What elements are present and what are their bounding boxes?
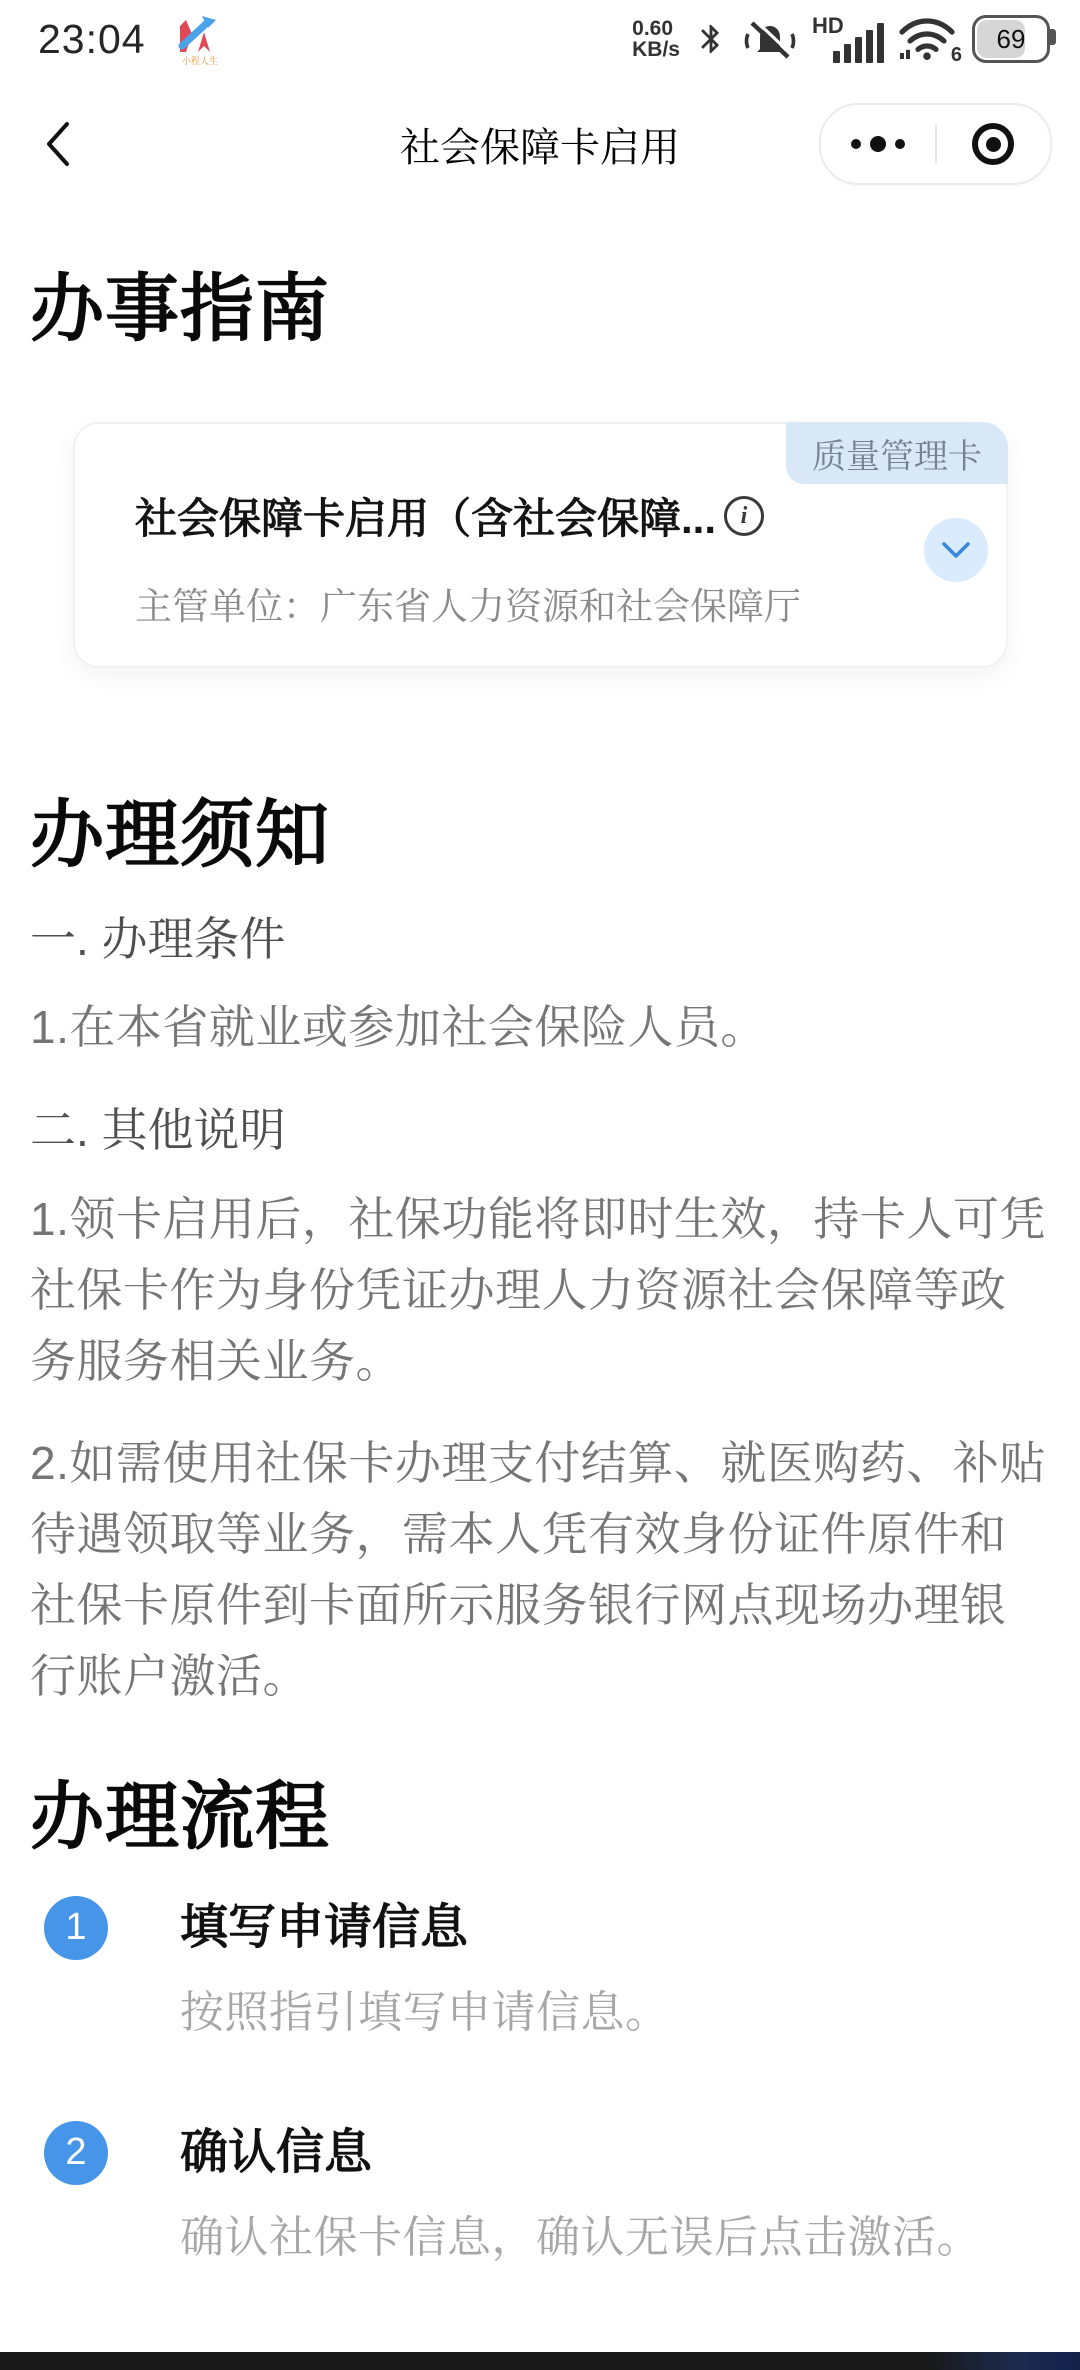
notice-heading: 办理须知: [30, 793, 330, 876]
miniprogram-capsule: [819, 103, 1052, 185]
notice-paragraph: 1.在本省就业或参加社会保险人员。: [30, 1001, 767, 1054]
card-type-badge: 质量管理卡: [786, 422, 1008, 484]
info-icon[interactable]: i: [724, 496, 764, 536]
service-authority: 主管单位：广东省人力资源和社会保障厅: [135, 586, 801, 627]
battery-icon: [972, 15, 1050, 63]
nav-bar: [0, 78, 1080, 210]
page-header-title: 社会保障卡启用: [400, 125, 680, 170]
cellular-signal-icon: [812, 13, 884, 65]
notification-app-icon: [172, 12, 220, 66]
battery-percent: 69: [996, 23, 1026, 54]
step-description: 确认社保卡信息，确认无误后点击激活。: [180, 2212, 981, 2262]
process-step-1: [30, 1896, 1050, 2041]
wifi-icon: [898, 13, 962, 66]
gesture-bar[interactable]: [0, 2352, 1080, 2370]
notice-paragraph: 1.领卡启用后，社保功能将即时生效，持卡人可凭社保卡作为身份凭证办理人力资源社会保障等政务服务相关业务。: [30, 1192, 1046, 1388]
exit-circle-icon: [972, 123, 1014, 165]
hd-badge: HD: [812, 13, 844, 38]
service-card[interactable]: [73, 422, 1008, 668]
notice-paragraph: 2.如需使用社保卡办理支付结算、就医购药、补贴待遇领取等业务，需本人凭有效身份证件原件和社保卡原件到卡面所示服务银行网点现场办理银行账户激活。: [30, 1436, 1046, 1703]
step-number-badge: 2: [44, 2121, 108, 2185]
step-number-badge: 1: [44, 1896, 108, 1960]
process-step-2: [30, 2121, 1050, 2266]
more-icon: [851, 136, 905, 152]
expand-card-button[interactable]: [924, 518, 988, 582]
network-speed: 0.60 KB/s: [632, 17, 680, 61]
service-name: 社会保障卡启用（含社会保障...: [135, 495, 717, 542]
notice-subheading-2: 二. 其他说明: [30, 1104, 286, 1157]
step-description: 按照指引填写申请信息。: [180, 1987, 670, 2037]
process-heading: 办理流程: [30, 1774, 330, 1858]
page-title: 办事指南: [30, 267, 330, 350]
status-bar: [0, 0, 1080, 78]
notice-subheading-1: 一. 办理条件: [30, 913, 286, 965]
bluetooth-icon: [694, 16, 728, 62]
svg-text:小程人生: 小程人生: [181, 56, 218, 66]
back-button[interactable]: [34, 114, 82, 174]
content: [0, 210, 1080, 2266]
step-title: 填写申请信息: [180, 1900, 469, 1954]
chevron-down-icon: [941, 541, 971, 559]
clock: 23:04: [38, 15, 146, 62]
more-options-button[interactable]: [821, 105, 935, 183]
close-miniprogram-button[interactable]: [937, 105, 1051, 183]
mute-vibrate-icon: [742, 15, 798, 63]
step-title: 确认信息: [180, 2125, 373, 2179]
wifi6-badge: 6: [950, 44, 962, 66]
